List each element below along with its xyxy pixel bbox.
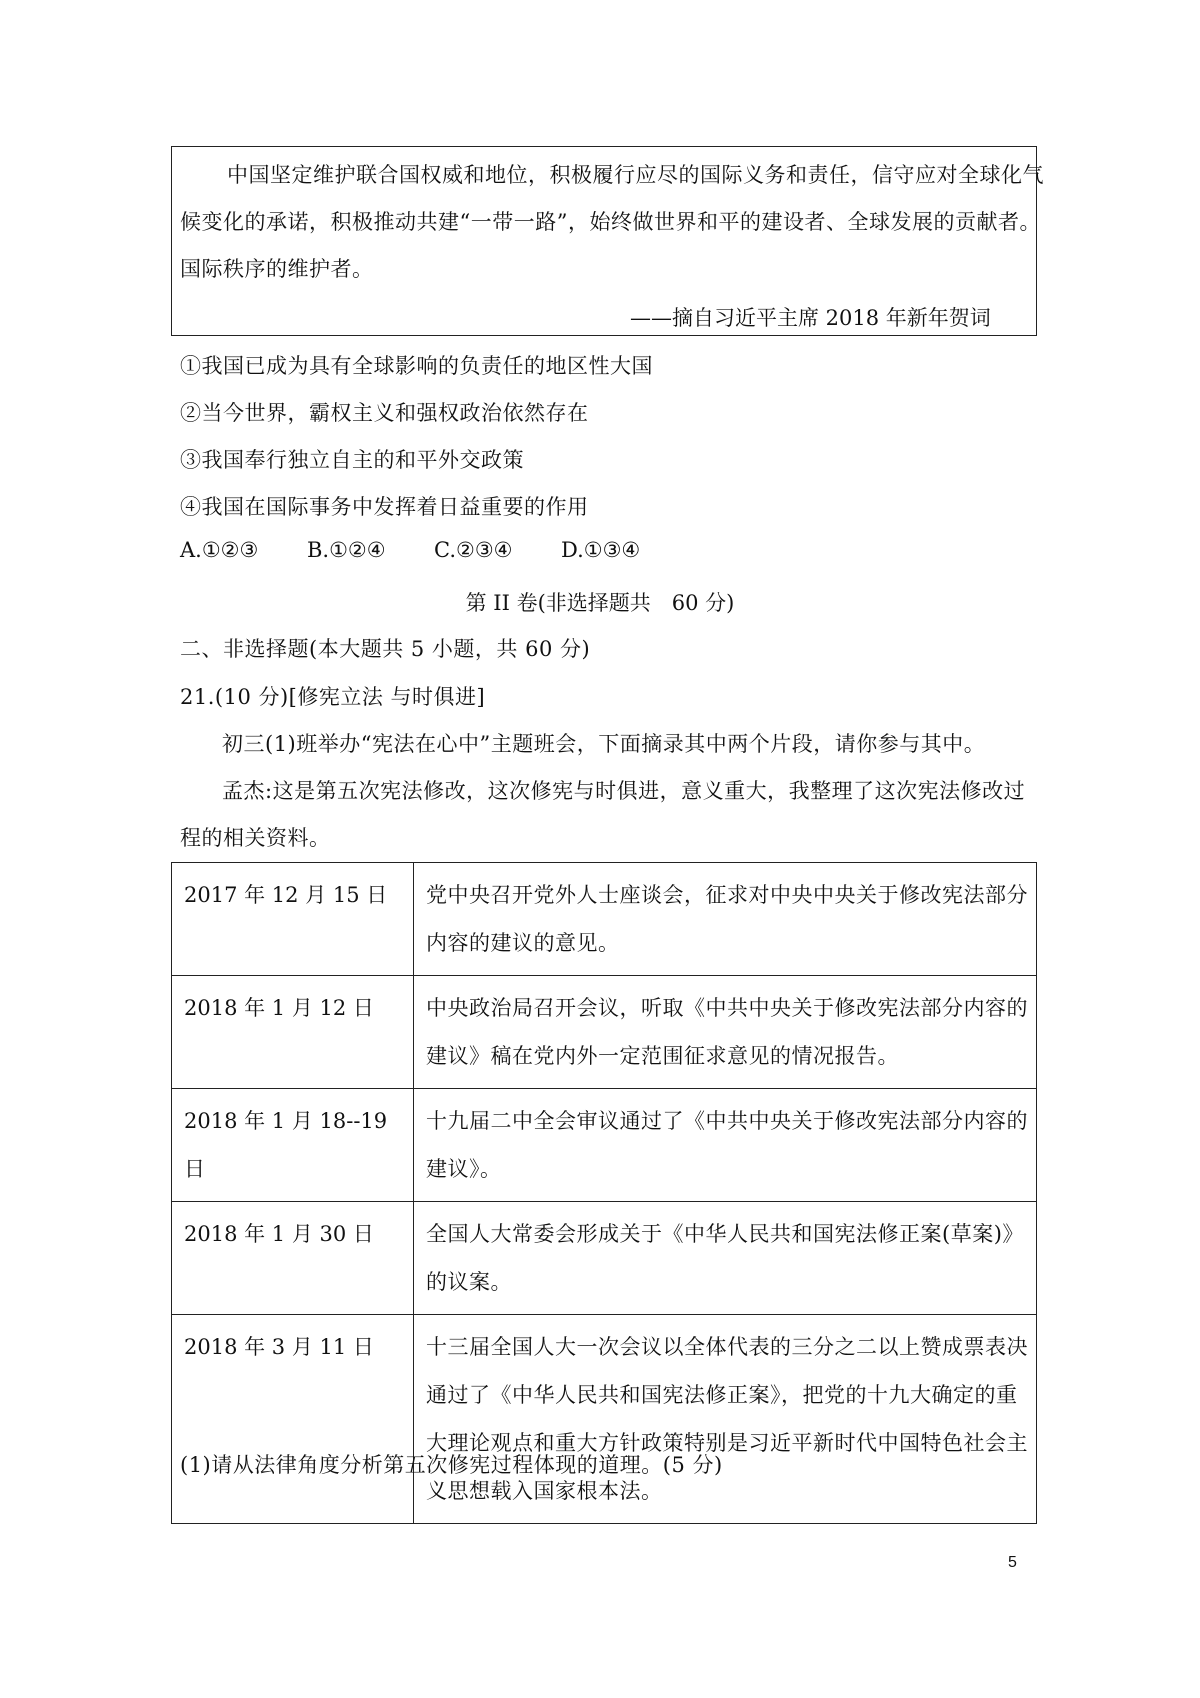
choice-b: B.①②④ [307,538,386,562]
event-cell [414,863,1037,976]
date-cell: 2018 年 1 月 12 日 [172,976,414,1089]
speaker-line-1: 孟杰:这是第五次宪法修改，这次修宪与时俱进，意义重大，我整理了这次宪法修改过 [222,779,1026,803]
date-cell: 2017 年 12 月 15 日 [172,863,414,976]
event-line: 建议》稿在党内外一定范围征求意见的情况报告。 [426,1044,899,1068]
quote-source: ——摘自习近平主席 2018 年新年贺词 [630,306,991,330]
statement-1: ①我国已成为具有全球影响的负责任的地区性大国 [180,354,653,378]
table-row [172,1089,1037,1202]
statement-2: ②当今世界，霸权主义和强权政治依然存在 [180,401,589,425]
page-number: 5 [1008,1554,1017,1571]
event-line: 中央政治局召开会议，听取《中共中央关于修改宪法部分内容的 [426,996,1028,1020]
statement-3: ③我国奉行独立自主的和平外交政策 [180,448,524,472]
event-cell [414,1315,1037,1524]
event-cell [414,1089,1037,1202]
quote-line-1: 中国坚定维护联合国权威和地位，积极履行应尽的国际义务和责任，信守应对全球化气 [227,163,1044,187]
table-row [172,863,1037,976]
quote-line-2: 候变化的承诺，积极推动共建“一带一路”，始终做世界和平的建设者、全球发展的贡献者。 [180,210,1041,234]
part-heading: 二、非选择题(本大题共 5 小题，共 60 分) [180,637,591,661]
event-line: 的议案。 [426,1270,512,1294]
question-header: 21.(10 分)[修宪立法 与时俱进] [180,685,486,709]
date-cell: 2018 年 3 月 11 日 [172,1315,414,1524]
table-row [172,1202,1037,1315]
event-line: 通过了《中华人民共和国宪法修正案》，把党的十九大确定的重 [426,1383,1018,1407]
table-row [172,1315,1037,1524]
section-title: 第 II 卷(非选择题共 60 分) [465,591,735,615]
table-row [172,976,1037,1089]
event-line: 内容的建议的意见。 [426,931,620,955]
date-cell: 2018 年 1 月 18--19 日 [172,1089,414,1202]
statement-4: ④我国在国际事务中发挥着日益重要的作用 [180,495,589,519]
timeline-table [171,862,1037,1524]
event-line: 十九届二中全会审议通过了《中共中央关于修改宪法部分内容的 [426,1109,1028,1133]
event-line: 十三届全国人大一次会议以全体代表的三分之二以上赞成票表决 [426,1335,1028,1359]
choice-c: C.②③④ [434,538,513,562]
event-line: 全国人大常委会形成关于《中华人民共和国宪法修正案(草案)》 [426,1222,1024,1246]
date-cell: 2018 年 1 月 30 日 [172,1202,414,1315]
question-intro: 初三(1)班举办“宪法在心中”主题班会，下面摘录其中两个片段，请你参与其中。 [222,732,986,756]
answer-choices [180,538,640,562]
sub-question: (1)请从法律角度分析第五次修宪过程体现的道理。(5 分) [180,1453,723,1477]
quote-line-3: 国际秩序的维护者。 [180,257,374,281]
event-line: 党中央召开党外人士座谈会，征求对中央中央关于修改宪法部分 [426,883,1028,907]
speaker-line-2: 程的相关资料。 [180,826,331,850]
event-line: 建议》。 [426,1157,502,1181]
event-line: 大理论观点和重大方针政策特别是习近平新时代中国特色社会主 [426,1431,1028,1455]
event-cell [414,1202,1037,1315]
event-line: 义思想载入国家根本法。 [426,1479,663,1503]
event-cell [414,976,1037,1089]
choice-a: A.①②③ [180,538,259,562]
choice-d: D.①③④ [561,538,641,562]
